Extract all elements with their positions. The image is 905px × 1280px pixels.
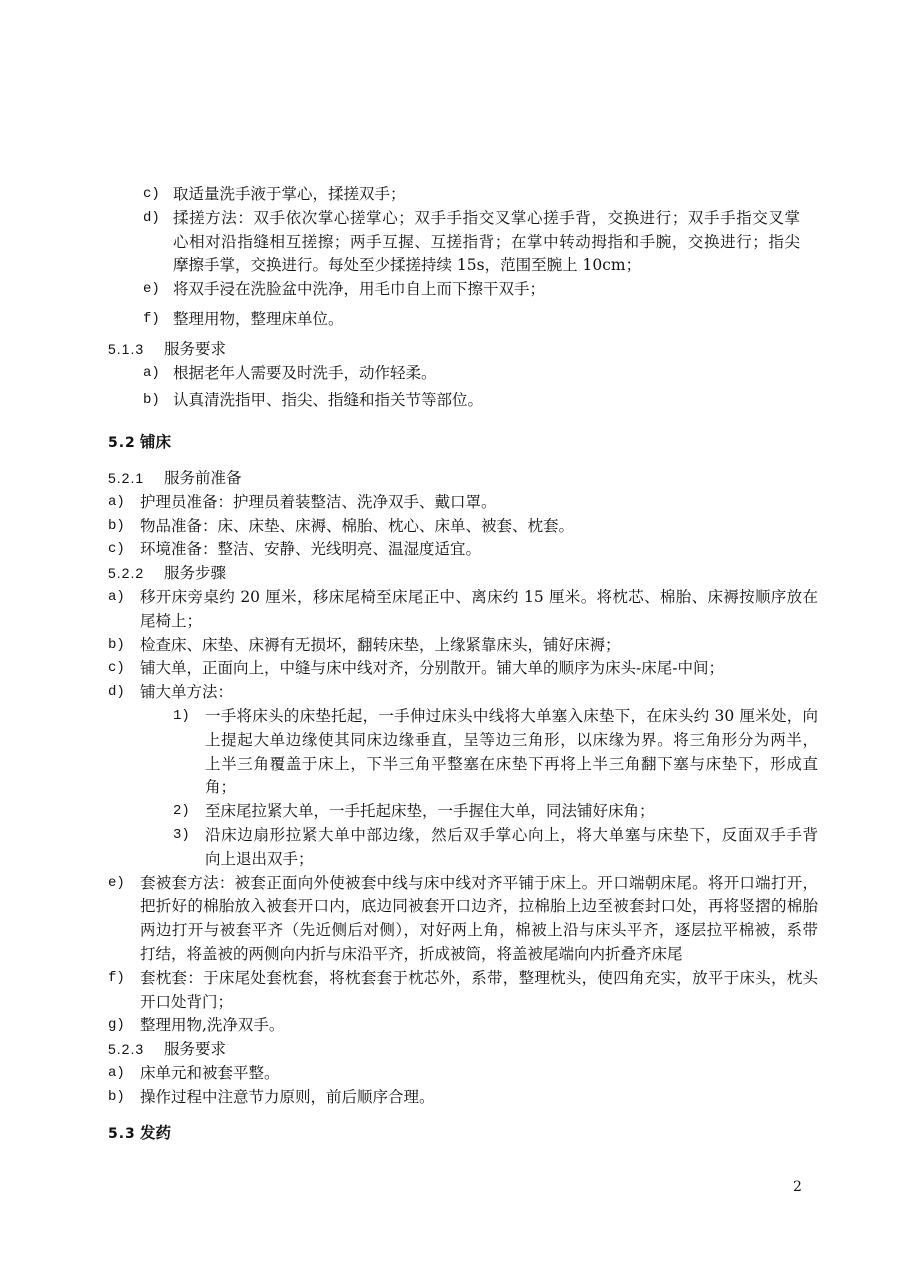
item-text-line: 一手将床头的床垫托起，一手伸过床头中线将大单塞入床垫下，在床头约 30 厘米处，向	[205, 706, 818, 725]
item-text-line: 沿床边扇形拉紧大单中部边缘，然后双手掌心向上，将大单塞与床垫下，反面双手手背	[205, 825, 818, 844]
list-item	[108, 681, 818, 705]
item-label: a)	[108, 493, 125, 510]
item-text-line: 角；	[205, 778, 237, 797]
item-text-line: 上半三角覆盖于床上，下半三角平整塞在床垫下再将上半三角翻下塞与床垫下，形成直	[205, 754, 818, 773]
item-text-line: 移开床旁桌约 20 厘米，移床尾椅至床尾正中、离床约 15 厘米。将枕芯、棉胎、床褥按顺序放在	[140, 587, 818, 606]
item-label: b)	[108, 636, 125, 653]
page-number: 2	[793, 1179, 802, 1195]
section-heading	[108, 467, 905, 491]
item-label: 2)	[173, 803, 190, 820]
item-label: b)	[108, 517, 125, 534]
list-item	[143, 278, 800, 302]
list-item	[143, 308, 800, 332]
item-text-line: 开口处背门；	[140, 992, 234, 1011]
item-text-line: 揉搓方法：双手依次掌心搓掌心；双手手指交叉掌心搓手背，交换进行；双手手指交叉掌	[173, 208, 800, 227]
section-title: 发药	[140, 1124, 172, 1143]
section-number: 5.2.3	[108, 1041, 145, 1058]
item-text-line: 操作过程中注意节力原则，前后顺序合理。	[140, 1087, 435, 1106]
item-text-line: 床单元和被套平整。	[140, 1063, 280, 1082]
section-heading	[108, 1122, 905, 1146]
item-text-line: 整理用物，整理床单位。	[173, 309, 344, 328]
list-item	[108, 538, 818, 562]
item-text-line: 心相对沿指缝相互搓擦；两手互握、互搓指背；在掌中转动拇指和手腕，交换进行；指尖	[173, 232, 800, 251]
item-text-line: 两边打开与被套平齐（先近侧后对侧），对好两上角，棉被上沿与床头平齐，逐层拉平棉被，系带	[140, 921, 818, 940]
list-item	[108, 657, 818, 681]
section-title: 服务要求	[164, 1040, 227, 1059]
section-number: 5.3	[108, 1126, 136, 1143]
list-item	[108, 491, 818, 515]
section-title: 服务步骤	[164, 564, 227, 583]
item-text-line: 套被套方法：被套正面向外使被套中线与床中线对齐平铺于床上。开口端朝床尾。将开口端打开，	[140, 873, 818, 892]
section-heading	[108, 338, 905, 362]
item-label: c)	[108, 541, 125, 558]
item-text-line: 向上退出双手；	[205, 849, 314, 868]
item-label: c)	[143, 186, 160, 202]
list-item	[143, 389, 800, 413]
item-text-line: 至床尾拉紧大单，一手托起床垫，一手握住大单，同法铺好床角；	[205, 802, 655, 821]
list-item	[108, 1086, 818, 1110]
list-item	[108, 634, 818, 658]
item-label: b)	[143, 392, 160, 409]
section-number: 5.2.1	[108, 469, 145, 486]
item-label: a)	[143, 364, 160, 381]
item-label: f)	[143, 310, 160, 327]
item-text-line: 将双手浸在洗脸盆中洗净，用毛巾自上而下擦干双手；	[173, 280, 546, 299]
item-text-line: 打结，将盖被的两侧向内折与床沿平齐，折成被筒，将盖被尾端向内折叠齐床尾	[140, 944, 683, 963]
item-text-line: 铺大单方法：	[140, 683, 234, 702]
item-text-line: 上提起大单边缘使其同床边缘垂直，呈等边三角形，以床缘为界。将三角形分为两半，	[205, 730, 818, 749]
section-title: 服务要求	[164, 339, 227, 358]
sub-list-item	[173, 800, 818, 824]
section-heading	[108, 1038, 905, 1062]
item-label: a)	[108, 588, 125, 605]
list-item	[108, 586, 818, 634]
item-label: d)	[143, 209, 160, 226]
item-label: f)	[108, 969, 125, 986]
sub-list-item	[173, 705, 818, 800]
item-label: c)	[108, 660, 125, 677]
item-label: d)	[108, 684, 125, 701]
item-text-line: 把折好的棉胎放入被套开口内，底边同被套开口边齐，拉棉胎上边至被套封口处，再将竖摺的棉胎	[140, 897, 818, 916]
list-item	[143, 362, 800, 386]
list-item	[143, 207, 800, 278]
section-number: 5.2	[108, 435, 136, 452]
section-number: 5.1.3	[108, 340, 145, 357]
sub-list-item	[173, 824, 818, 872]
section-title: 铺床	[140, 433, 172, 452]
item-text-line: 护理员准备：护理员着装整洁、洗净双手、戴口罩。	[140, 492, 497, 511]
item-label: 1)	[173, 707, 190, 724]
section-heading	[108, 431, 905, 455]
list-item	[108, 967, 818, 1015]
item-text-line: 检查床、床垫、床褥有无损坏，翻转床垫，上缘紧靠床头，铺好床褥；	[140, 635, 621, 654]
item-label: e)	[143, 281, 160, 298]
section-title: 服务前准备	[164, 468, 242, 487]
section-heading	[108, 562, 905, 586]
item-text-line: 铺大单，正面向上，中缝与床中线对齐，分别散开。铺大单的顺序为床头-床尾-中间；	[140, 659, 724, 678]
item-text-line: 套枕套：于床尾处套枕套，将枕套套于枕芯外，系带，整理枕头，使四角充实，放平于床头，枕头	[140, 968, 818, 987]
list-item	[143, 183, 800, 207]
item-text-line: 认真清洗指甲、指尖、指缝和指关节等部位。	[173, 391, 484, 410]
list-item	[108, 1062, 818, 1086]
item-label: e)	[108, 874, 125, 891]
item-text-line: 整理用物,洗净双手。	[140, 1016, 285, 1035]
item-text-line: 环境准备：整洁、安静、光线明亮、温湿度适宜。	[140, 540, 482, 559]
item-text-line: 取适量洗手液于掌心，揉搓双手；	[173, 185, 406, 203]
list-item	[108, 1014, 818, 1038]
section-number: 5.2.2	[108, 565, 145, 582]
item-text-line: 摩擦手掌，交换进行。每处至少揉搓持续 15s，范围至腕上 10cm；	[173, 256, 642, 275]
item-label: a)	[108, 1064, 125, 1081]
item-label: b)	[108, 1088, 125, 1105]
item-label: g)	[108, 1017, 125, 1034]
item-text-line: 尾椅上；	[140, 611, 203, 630]
list-item	[108, 872, 818, 967]
item-text-line: 根据老年人需要及时洗手，动作轻柔。	[173, 363, 437, 382]
item-text-line: 物品准备：床、床垫、床褥、棉胎、枕心、床单、被套、枕套。	[140, 516, 575, 535]
item-label: 3)	[173, 826, 190, 843]
list-item	[108, 515, 818, 539]
